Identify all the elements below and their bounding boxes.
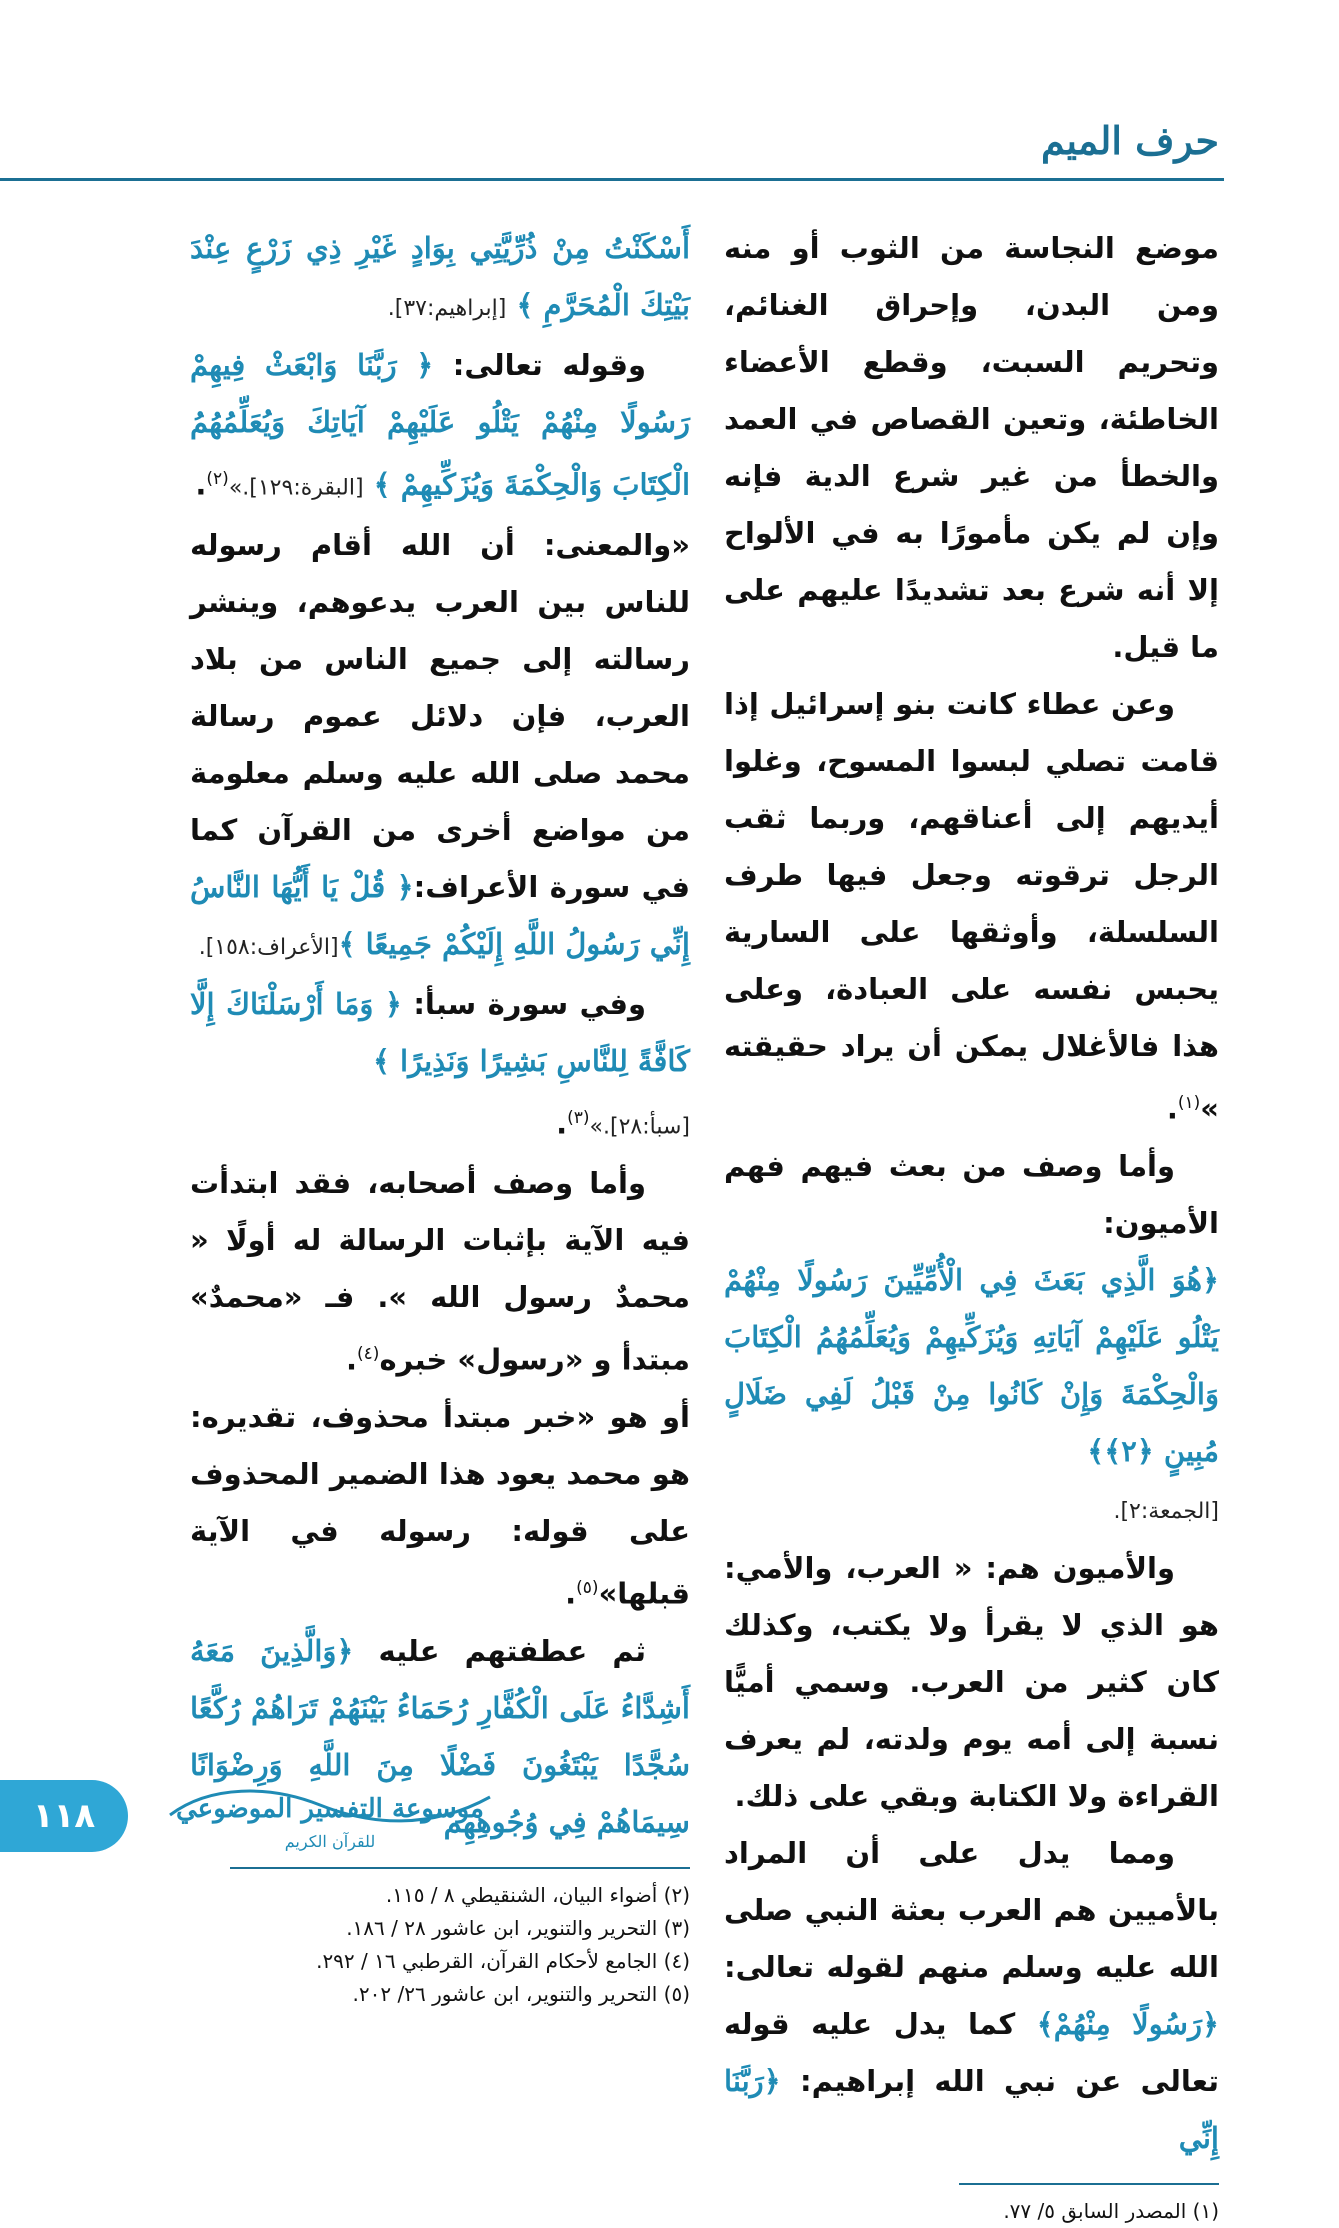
paragraph: والأميون هم: « العرب، والأمي: هو الذي لا يقرأ ولا يكتب، وكذلك كان كثير من العرب. وسمي أميًّا نسبة إلى أمه يوم ولدته، لم يعرف القراءة ولا الكتابة وبقي على ذلك. bbox=[724, 1550, 1219, 1813]
verse-reference: [سبأ:٢٨].»$^{(٣)}$. bbox=[556, 1106, 690, 1141]
right-column bbox=[724, 220, 1219, 2228]
footnote: (٤) الجامع لأحكام القرآن، القرطبي ١٦ / ٢٩٢. bbox=[316, 1948, 690, 1973]
footnotes bbox=[724, 2195, 1219, 2228]
verse-reference: [الجمعة:٢]. bbox=[1113, 1498, 1219, 1524]
quran-inline: ﴿رَسُولًا مِنْهُمْ﴾ bbox=[1036, 2006, 1219, 2041]
paragraph: «والمعنى: أن الله أقام رسوله للناس بين العرب يدعوهم، وينشر رسالته إلى جميع الناس من بلاد العرب، فإن دلائل عموم رسالة محمد صلى الله عليه وسلم معلومة من مواضع أخرى من القرآن كما في سورة الأعراف:﴿ قُلْ يَا أَيُّهَا النَّاسُ إِنِّي رَسُولُ اللَّهِ إِلَيْكُمْ جَمِيعًا ﴾[الأعراف:١٥٨]. bbox=[190, 527, 690, 961]
quran-inline: ﴿رَبَّنَا إِنِّي bbox=[724, 2063, 1219, 2155]
encyclopedia-logo bbox=[150, 1775, 510, 1857]
footnote-marker[interactable]: (١) bbox=[1177, 1093, 1201, 1113]
logo-title: موسوعة التفسير الموضوعي bbox=[176, 1794, 484, 1824]
footnote-marker[interactable]: (٥) bbox=[576, 1577, 599, 1598]
paragraph: وفي سورة سبأ: ﴿ وَمَا أَرْسَلْنَاكَ إِلَّا كَافَّةً لِلنَّاسِ بَشِيرًا وَنَذِيرًا ﴾ bbox=[190, 986, 690, 1078]
page-number-badge bbox=[0, 1780, 128, 1852]
paragraph: أو هو «خبر مبتدأ محذوف، تقديره: هو محمد يعود هذا الضمير المحذوف على قوله: رسوله في الآية قبلها»$^{(٥)}$. bbox=[190, 1399, 690, 1611]
page-number: ١١٨ bbox=[32, 1796, 96, 1836]
footnotes bbox=[190, 1879, 690, 2011]
footnote-marker[interactable]: (٤) bbox=[357, 1344, 380, 1365]
logo-subtitle: للقرآن الكريم bbox=[284, 1832, 376, 1851]
quran-verse: ﴿هُوَ الَّذِي بَعَثَ فِي الْأُمِّيِّينَ رَسُولًا مِنْهُمْ يَتْلُو عَلَيْهِمْ آيَاتِهِ وَيُزَكِّيهِمْ وَيُعَلِّمُهُمُ الْكِتَابَ وَالْحِكْمَةَ وَإِنْ كَانُوا مِنْ قَبْلُ لَفِي ضَلَالٍ مُبِينٍ ﴿٢﴾﴾ bbox=[724, 1262, 1219, 1468]
footnote-divider bbox=[230, 1867, 690, 1869]
paragraph: ثم عطفتهم عليه ﴿وَالَّذِينَ مَعَهُ أَشِدَّاءُ عَلَى الْكُفَّارِ رُحَمَاءُ بَيْنَهُمْ تَرَاهُمْ رُكَّعًا سُجَّدًا يَبْتَغُونَ فَضْلًا مِنَ اللَّهِ وَرِضْوَانًا سِيمَاهُمْ فِي وُجُوهِهِم bbox=[190, 1633, 690, 1839]
left-column bbox=[190, 220, 690, 2011]
paragraph: وأما وصف أصحابه، فقد ابتدأت فيه الآية بإثبات الرسالة له أولًا « محمدٌ رسول الله ». فـ «محمدٌ» مبتدأ و «رسول» خبره$^{(٤)}$. bbox=[190, 1166, 690, 1377]
footnote: (٢) أضواء البيان، الشنقيطي ٨ / ١١٥. bbox=[385, 1882, 690, 1907]
paragraph: وأما وصف من بعث فيهم فهم الأميون: bbox=[724, 1148, 1219, 1240]
footnote-marker[interactable]: (٢) bbox=[206, 469, 229, 489]
paragraph: وعن عطاء كانت بنو إسرائيل إذا قامت تصلي لبسوا المسوح، وغلوا أيديهم إلى أعناقهم، وربما ثقب الرجل ترقوته وجعل فيها طرف السلسلة، وأوثقها على السارية يحبس نفسه على العبادة، وعلى هذا فالأغلال يمكن أن يراد حقيقته »$^{(١)}$. bbox=[724, 687, 1219, 1126]
quran-verse: أَسْكَنْتُ مِنْ ذُرِّيَّتِي بِوَادٍ غَيْرِ ذِي زَرْعٍ عِنْدَ بَيْتِكَ الْمُحَرَّمِ ﴾ [إبراهيم:٣٧]. bbox=[190, 231, 690, 322]
footnote: (٥) التحرير والتنوير، ابن عاشور ٢٦/ ٢٠٢. bbox=[352, 1981, 690, 2006]
paragraph: وقوله تعالى: ﴿ رَبَّنَا وَابْعَثْ فِيهِمْ رَسُولًا مِنْهُمْ يَتْلُو عَلَيْهِمْ آيَاتِكَ وَيُعَلِّمُهُمُ الْكِتَابَ وَالْحِكْمَةَ وَيُزَكِّيهِمْ ﴾ [البقرة:١٢٩].»$^{(٢)}$. bbox=[190, 348, 690, 502]
footnote: (٣) التحرير والتنوير، ابن عاشور ٢٨ / ١٨٦. bbox=[346, 1915, 690, 1940]
chapter-title: حرف الميم bbox=[1041, 118, 1219, 163]
footnote-marker[interactable]: (٣) bbox=[567, 1107, 590, 1128]
header-divider bbox=[0, 178, 1224, 181]
paragraph: ومما يدل على أن المراد بالأميين هم العرب بعثة النبي صلى الله عليه وسلم منهم لقوله تعالى:﴿رَسُولًا مِنْهُمْ﴾ كما يدل عليه قوله تعالى عن نبي الله إبراهيم: ﴿رَبَّنَا إِنِّي bbox=[724, 1835, 1219, 2155]
footnote: (١) المصدر السابق ٥/ ٧٧. bbox=[1003, 2198, 1219, 2223]
footnote-divider bbox=[959, 2183, 1219, 2185]
paragraph: موضع النجاسة من الثوب أو منه ومن البدن، وإحراق الغنائم، وتحريم السبت، وقطع الأعضاء الخاطئة، وتعين القصاص في العمد والخطأ من غير شرع الدية فإنه وإن لم يكن مأمورًا به في الألواح إلا أنه شرع بعد تشديدًا عليهم على ما قيل. bbox=[724, 231, 1219, 664]
